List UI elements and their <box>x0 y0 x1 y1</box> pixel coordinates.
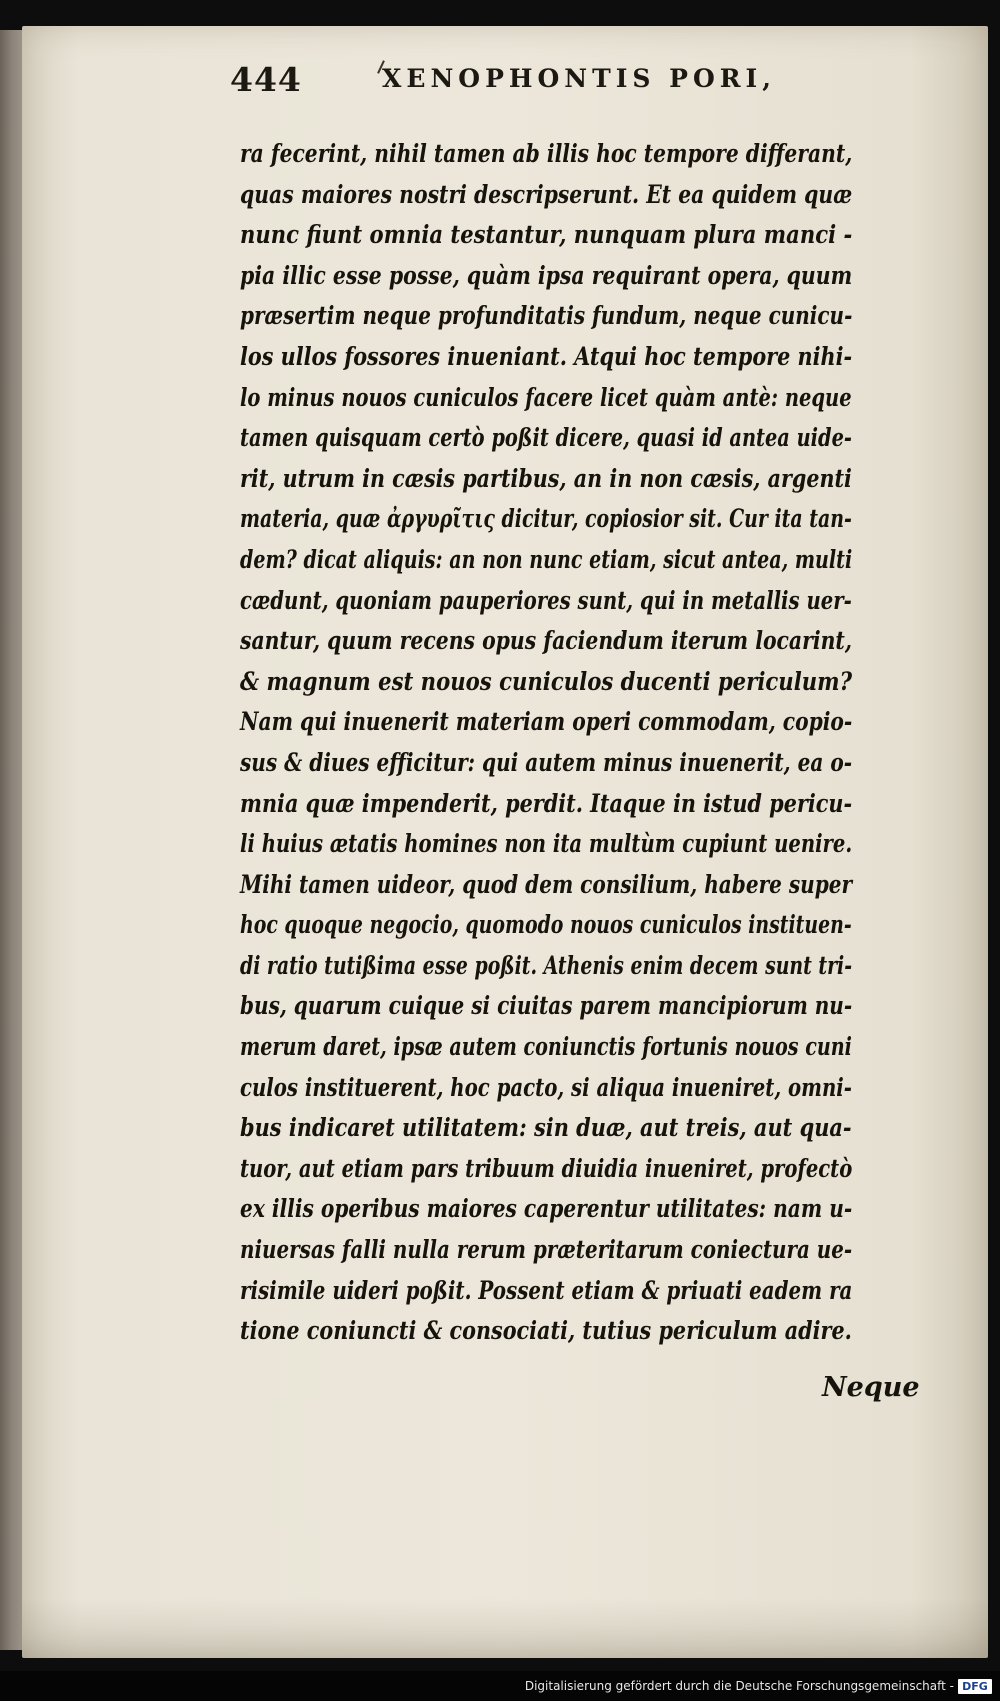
text-line: cædunt, quoniam pauperiores sunt, qui in metallis uer- <box>240 585 852 615</box>
text-line: & magnum est nouos cuniculos ducenti periculum? <box>240 666 852 696</box>
dfg-logo: DFG <box>958 1679 992 1694</box>
text-line: lo minus nouos cuniculos facere licet quàm antè: neque <box>240 382 852 412</box>
running-title: XENOPHONTIS PORI, <box>382 64 776 93</box>
text-line: los ullos fossores inueniant. Atqui hoc tempore nihi- <box>240 341 853 371</box>
text-line: tamen quisquam certò poßit dicere, quasi id antea uide- <box>240 423 852 453</box>
text-line: quas maiores nostri descripserunt. Et ea quidem quæ <box>240 179 853 209</box>
text-line: hoc quoque negocio, quomodo nouos cuniculos instituen- <box>240 910 852 940</box>
page-number: 444 <box>230 60 302 99</box>
text-line: li huius ætatis homines non ita multùm cupiunt uenire. <box>240 829 853 859</box>
text-line: nunc fiunt omnia testantur, nunquam plura manci - <box>240 220 853 250</box>
text-line: di ratio tutißima esse poßit. Athenis enim decem sunt tri- <box>240 950 853 980</box>
text-line: materia, quæ ἀργυρῖτις dicitur, copiosior sit. Cur ita tan- <box>240 504 852 534</box>
text-line: sus & diues efficitur: qui autem minus inuenerit, ea o- <box>240 747 853 777</box>
text-line: dem? dicat aliquis: an non nunc etiam, sicut antea, multi <box>240 544 853 574</box>
text-line: risimile uideri poßit. Possent etiam & priuati eadem ra <box>240 1275 853 1305</box>
text-line: pia illic esse posse, quàm ipsa requirant opera, quum <box>240 260 853 290</box>
text-line: præsertim neque profunditatis fundum, neque cunicu- <box>240 301 853 331</box>
text-line: santur, quum recens opus faciendum iterum locarint, <box>240 626 852 656</box>
body-text <box>240 134 920 1352</box>
text-line: merum daret, ipsæ autem coniunctis fortunis nouos cuni <box>240 1032 852 1062</box>
running-head <box>230 60 870 110</box>
footer-bar <box>0 1671 1000 1701</box>
text-line: bus indicaret utilitatem: sin duæ, aut treis, aut qua- <box>240 1113 852 1143</box>
text-line: rit, utrum in cæsis partibus, an in non cæsis, argenti <box>240 463 852 493</box>
text-line: Nam qui inuenerit materiam operi commodam, copio- <box>240 707 853 737</box>
text-line: bus, quarum cuique si ciuitas parem mancipiorum nu- <box>240 991 853 1021</box>
text-line: mnia quæ impenderit, perdit. Itaque in istud pericu- <box>240 788 853 818</box>
text-line: ex illis operibus maiores caperentur utilitates: nam u- <box>240 1194 853 1224</box>
funding-credit: Digitalisierung gefördert durch die Deutsche Forschungsgemeinschaft - <box>524 1679 954 1693</box>
text-line: tuor, aut etiam pars tribuum diuidia inueniret, profectò <box>240 1153 853 1183</box>
text-line: tione coniuncti & consociati, tutius periculum adire. <box>240 1316 852 1346</box>
text-line: niuersas falli nulla rerum præteritarum coniectura ue- <box>240 1235 853 1265</box>
text-line: Mihi tamen uideor, quod dem consilium, habere super <box>240 869 853 899</box>
text-line: culos instituerent, hoc pacto, si aliqua inueniret, omni- <box>240 1072 852 1102</box>
page-shadow <box>22 1598 988 1658</box>
text-line: ra fecerint, nihil tamen ab illis hoc tempore differant, <box>240 139 853 168</box>
catchword: Neque <box>822 1372 920 1403</box>
